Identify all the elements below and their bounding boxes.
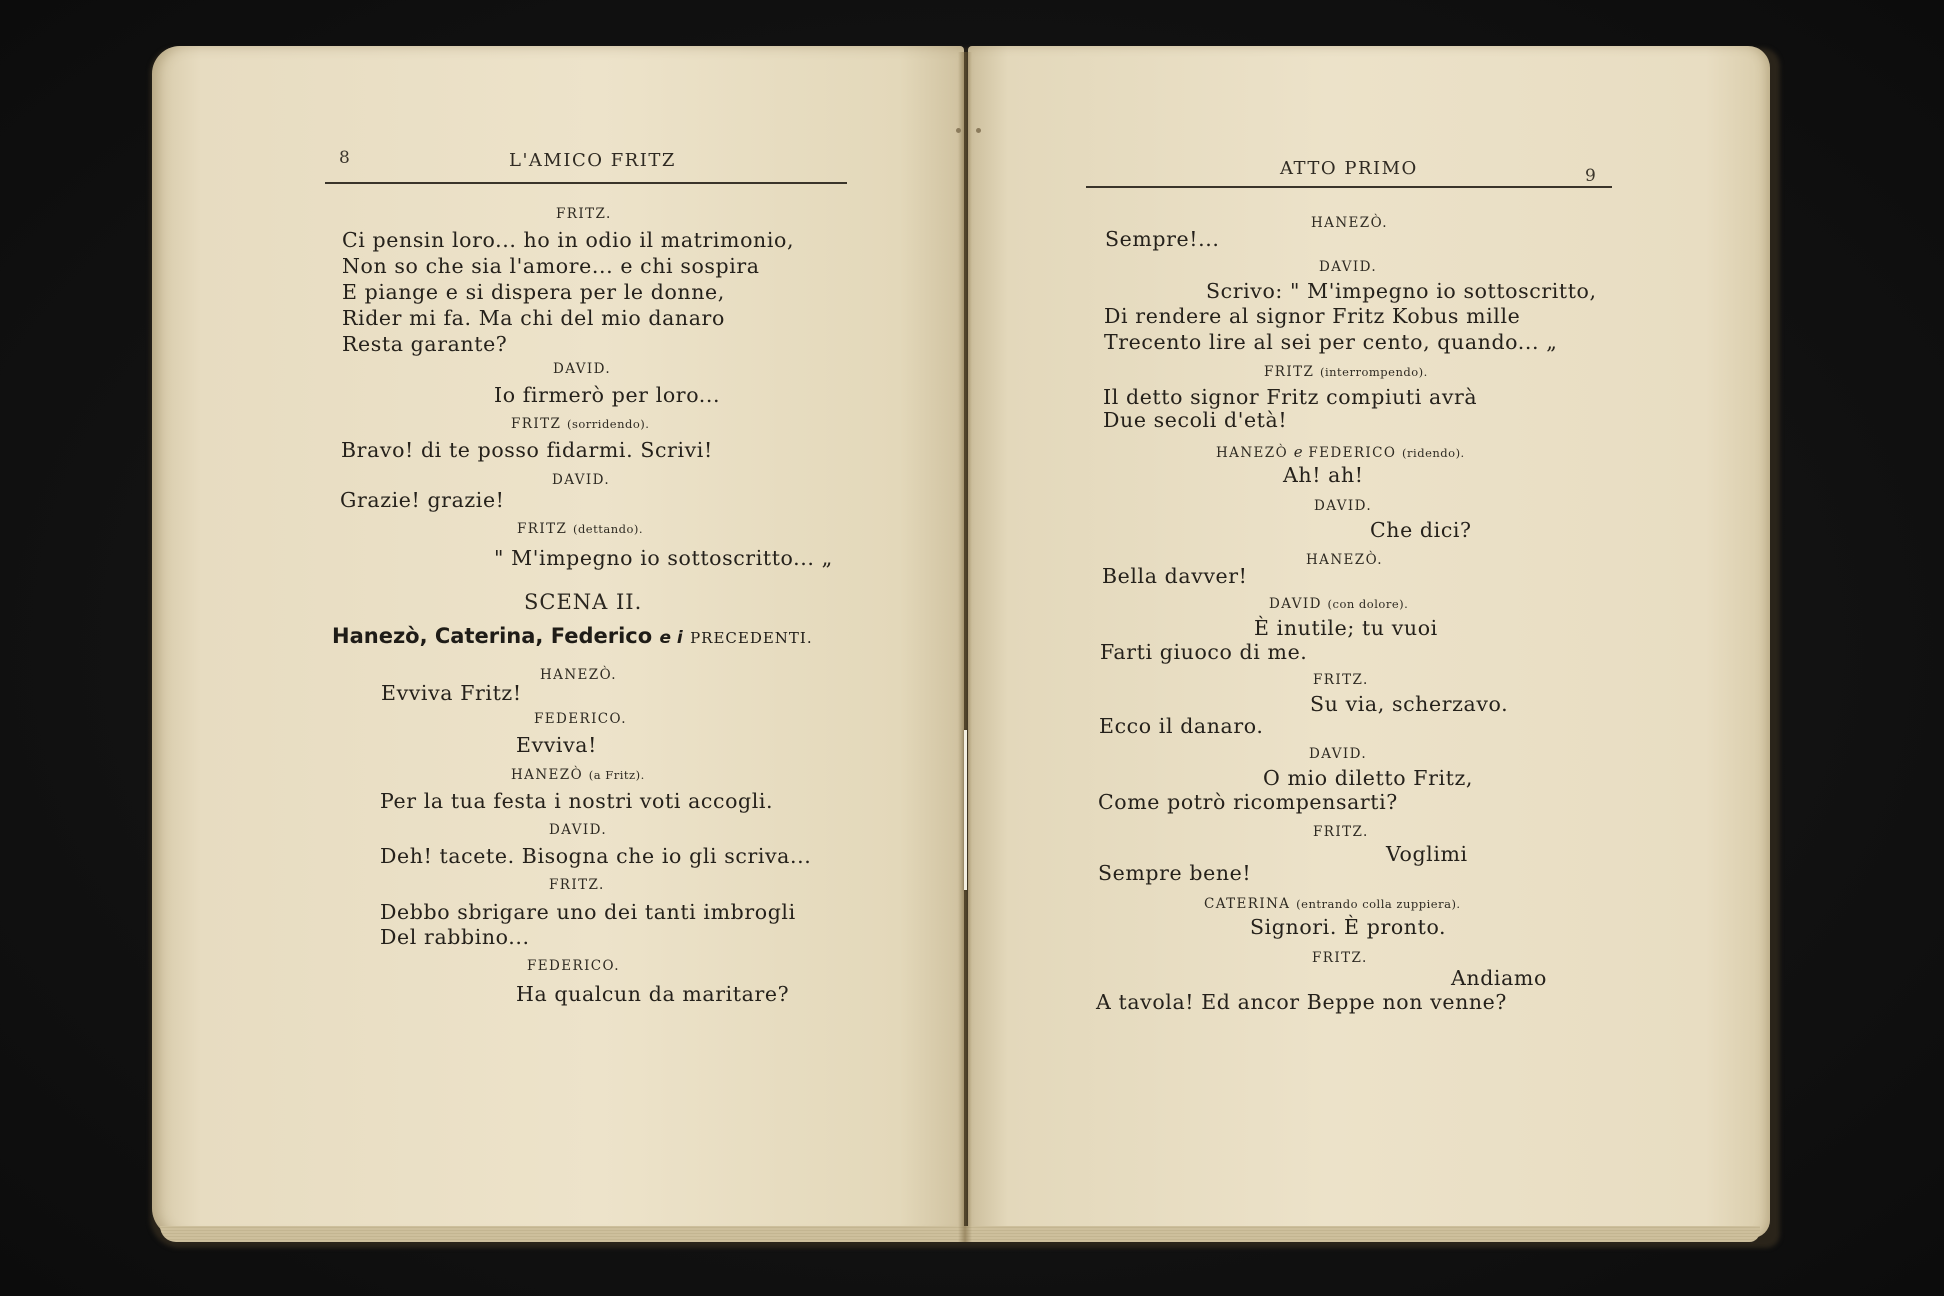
verse-line: Come potrò ricompensarti? (1098, 790, 1398, 814)
speaker: FRITZ. (556, 206, 612, 222)
verse-line: E piange e si dispera per le donne, (342, 280, 725, 304)
verse-line: Del rabbino... (380, 925, 530, 949)
speaker: FRITZ. (1313, 824, 1369, 840)
stage-direction: (con dolore). (1327, 597, 1409, 611)
page-number: 9 (1585, 166, 1596, 186)
header-rule (1086, 186, 1612, 188)
speaker: DAVID. (1314, 498, 1373, 514)
verse-line: Sempre bene! (1098, 861, 1252, 885)
binding-hole (976, 128, 981, 133)
verse-line: Ha qualcun da maritare? (516, 982, 790, 1006)
binding-thread (964, 730, 967, 890)
verse-line: Ah! ah! (1283, 463, 1364, 487)
verse-line: Che dici? (1370, 518, 1472, 542)
running-head: L'AMICO FRITZ (509, 150, 676, 171)
speaker-name: HANEZÒ (511, 767, 584, 783)
speaker: DAVID. (1309, 746, 1368, 762)
verse-line: Per la tua festa i nostri voti accogli. (380, 789, 774, 813)
speaker: HANEZÒ. (1311, 215, 1388, 231)
speaker-name: FRITZ (511, 416, 562, 432)
stage-direction: (a Fritz). (588, 768, 645, 782)
speaker (511, 416, 649, 432)
verse-line: Due secoli d'età! (1103, 408, 1288, 432)
verse-line: Bella davver! (1102, 564, 1248, 588)
speaker: FRITZ. (1313, 672, 1369, 688)
verse-line: A tavola! Ed ancor Beppe non venne? (1096, 990, 1508, 1014)
cast-conjunction: e i (659, 628, 683, 648)
verse-line: È inutile; tu vuoi (1254, 616, 1438, 640)
verse-line: " M'impegno io sottoscritto... „ (494, 546, 833, 570)
stage-direction: (entrando colla zuppiera). (1296, 897, 1461, 911)
verse-line: Deh! tacete. Bisogna che io gli scriva... (380, 844, 812, 868)
verse-line: Voglimi (1386, 842, 1468, 866)
speaker-name: CATERINA (1204, 896, 1291, 912)
stage-direction: (ridendo). (1402, 446, 1465, 460)
speaker (517, 521, 643, 537)
speaker-conjunction: e (1293, 443, 1303, 461)
speaker: FRITZ. (549, 877, 605, 893)
speaker: HANEZÒ. (540, 667, 617, 683)
verse-line: Bravo! di te posso fidarmi. Scrivi! (341, 438, 713, 462)
speaker (1216, 443, 1465, 461)
scene-heading: SCENA II. (524, 590, 643, 614)
speaker-name: HANEZÒ (1216, 445, 1289, 461)
scene-cast (332, 624, 813, 648)
speaker: FRITZ. (1312, 950, 1368, 966)
stage-direction: (dettando). (572, 522, 644, 536)
stage-direction: (interrompendo). (1319, 365, 1428, 379)
page-number: 8 (339, 148, 350, 168)
speaker (511, 767, 645, 783)
speaker-name: FRITZ (517, 521, 568, 537)
verse-line: Su via, scherzavo. (1310, 692, 1509, 716)
verse-line: Ci pensin loro... ho in odio il matrimonio, (342, 228, 795, 252)
verse-line: Io firmerò per loro... (494, 383, 721, 407)
speaker-name: FRITZ (1264, 364, 1315, 380)
verse-line: Sempre!... (1105, 227, 1220, 251)
speaker: DAVID. (1319, 259, 1378, 275)
cast-names: Hanezò, Caterina, Federico (332, 624, 653, 648)
verse-line: Andiamo (1451, 966, 1547, 990)
speaker (1264, 364, 1428, 380)
verse-line: O mio diletto Fritz, (1263, 766, 1474, 790)
speaker-name: DAVID (1269, 596, 1322, 612)
header-rule (325, 182, 847, 184)
verse-line: Di rendere al signor Fritz Kobus mille (1104, 304, 1521, 328)
verse-line: Grazie! grazie! (340, 488, 505, 512)
verse-line: Rider mi fa. Ma chi del mio danaro (342, 306, 725, 330)
speaker-name: FEDERICO (1308, 445, 1397, 461)
stage-direction: (sorridendo). (566, 417, 650, 431)
binding-hole (956, 128, 961, 133)
book-spine (958, 52, 972, 1242)
speaker: DAVID. (549, 822, 608, 838)
speaker (1269, 596, 1408, 612)
speaker: HANEZÒ. (1306, 552, 1383, 568)
verse-line: Debbo sbrigare uno dei tanti imbrogli (380, 900, 796, 924)
verse-line: Signori. È pronto. (1250, 915, 1447, 939)
speaker: FEDERICO. (527, 958, 620, 974)
speaker: FEDERICO. (534, 711, 627, 727)
speaker: DAVID. (553, 361, 612, 377)
verse-line: Il detto signor Fritz compiuti avrà (1103, 385, 1478, 409)
speaker: DAVID. (552, 472, 611, 488)
verse-line: Ecco il danaro. (1099, 714, 1264, 738)
running-head: ATTO PRIMO (1280, 158, 1418, 179)
verse-line: Trecento lire al sei per cento, quando... „ (1104, 330, 1558, 354)
verse-line: Farti giuoco di me. (1100, 640, 1308, 664)
verse-line: Scrivo: " M'impegno io sottoscritto, (1206, 279, 1597, 303)
speaker (1204, 896, 1461, 912)
verse-line: Non so che sia l'amore... e chi sospira (342, 254, 760, 278)
verse-line: Evviva Fritz! (381, 681, 522, 705)
cast-rest: PRECEDENTI. (690, 629, 813, 647)
verse-line: Resta garante? (342, 332, 508, 356)
verse-line: Evviva! (516, 733, 597, 757)
